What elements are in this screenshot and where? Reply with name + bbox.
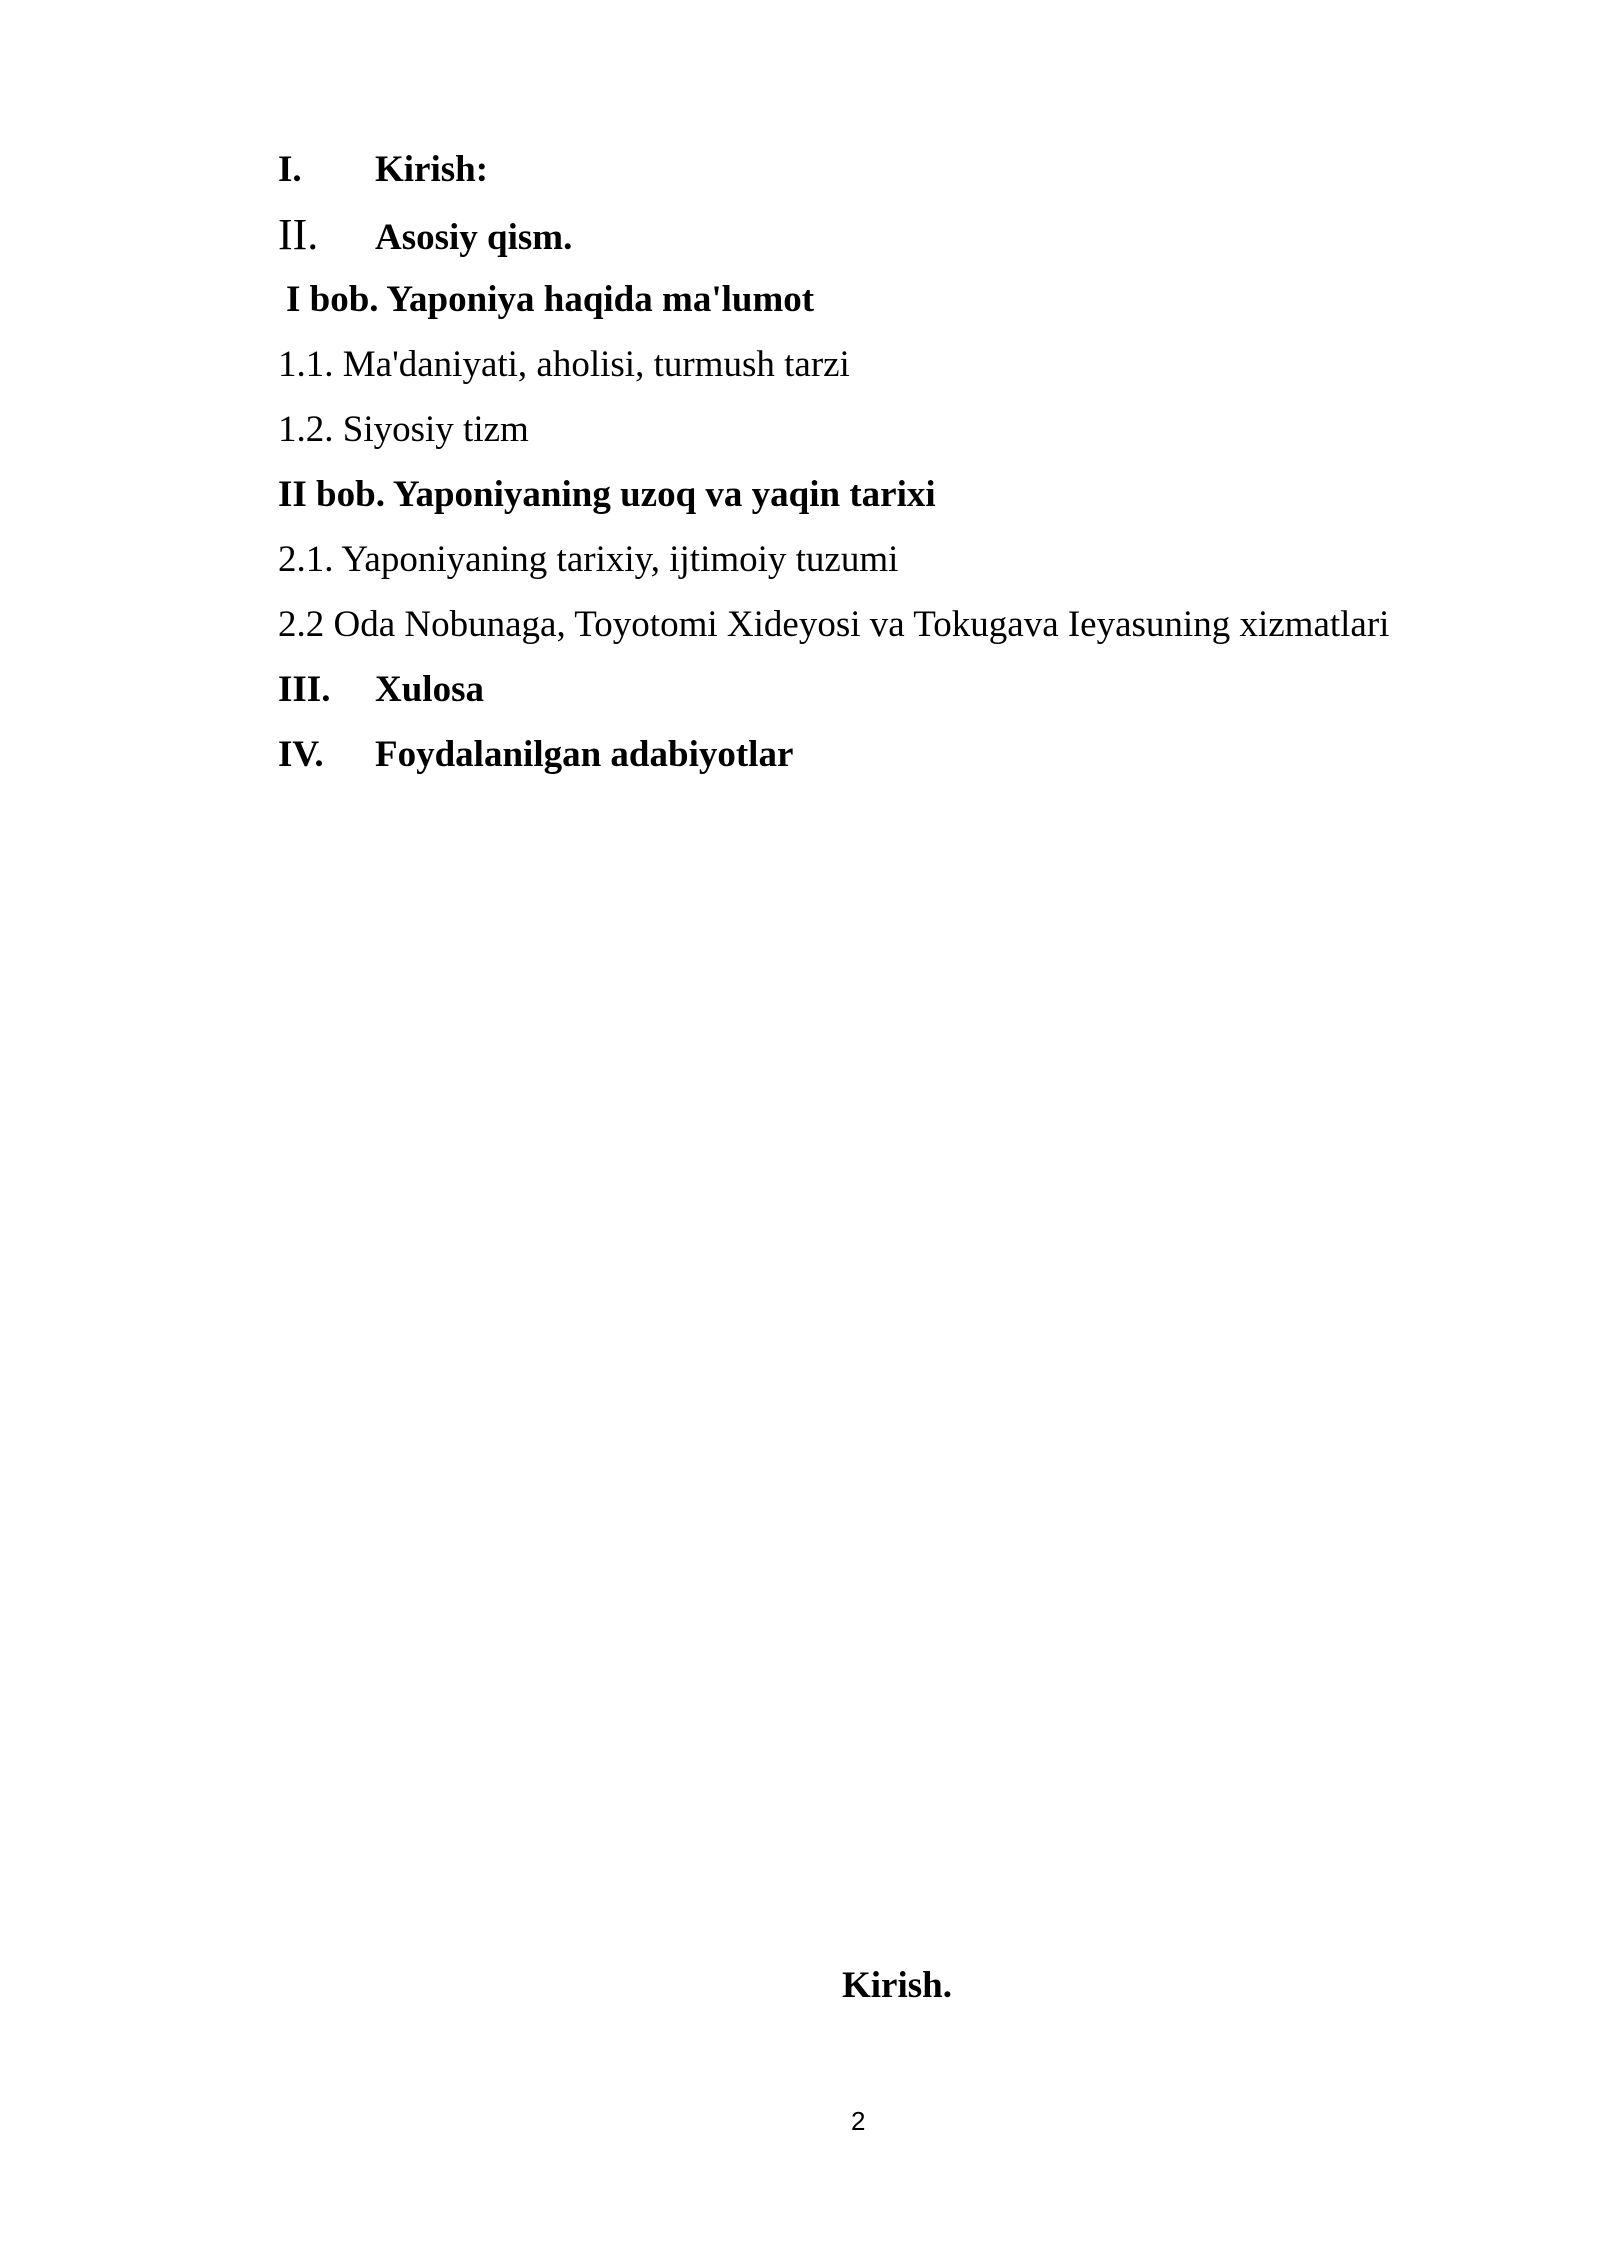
toc-item-label: 2.2 Oda Nobunaga, Toyotomi Xideyosi va Tokugava Ieyasuning xizmatlari [278,604,1390,645]
toc-item-conclusion [278,668,1518,733]
toc-item-number: III. [278,669,331,710]
table-of-contents [278,148,1518,798]
page-number: 2 [851,2106,866,2136]
toc-item-introduction [278,148,1518,213]
toc-item-label: Foydalanilgan adabiyotlar [375,734,794,775]
toc-item-label: I bob. Yaponiya haqida ma'lumot [286,279,815,320]
toc-chapter-1 [278,278,1518,343]
toc-item-label: Xulosa [375,669,484,710]
section-heading: Kirish. [842,1965,952,2006]
toc-item-references [278,733,1518,798]
toc-item-label: 1.2. Siyosiy tizm [278,409,529,450]
toc-item-main-part [278,210,1518,278]
toc-item-label: Asosiy qism. [375,217,573,258]
toc-subsection-2-1 [278,538,1518,603]
toc-item-number: IV. [278,734,324,775]
toc-subsection-1-2 [278,408,1518,473]
toc-chapter-2 [278,473,1518,538]
toc-subsection-2-2 [278,603,1518,668]
toc-item-label: 2.1. Yaponiyaning tarixiy, ijtimoiy tuzumi [278,539,899,580]
toc-item-label: 1.1. Ma'daniyati, aholisi, turmush tarzi [278,344,850,385]
toc-item-label: Kirish: [375,149,489,190]
toc-item-label: II bob. Yaponiyaning uzoq va yaqin tarixi [278,474,936,515]
toc-subsection-1-1 [278,343,1518,408]
toc-item-number: II. [278,210,319,259]
toc-item-number: I. [278,149,302,190]
